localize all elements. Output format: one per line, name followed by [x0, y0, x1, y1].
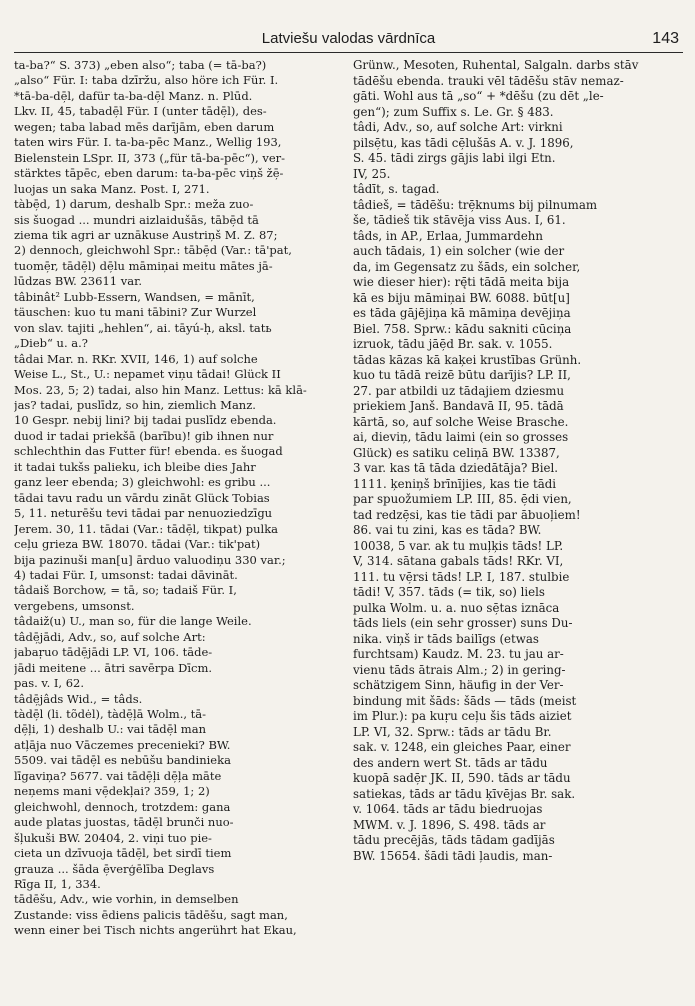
page-number: 143	[652, 30, 679, 47]
text-line: V, 314. sātana gabals tāds! RKr. VI,	[353, 554, 564, 568]
text-line: tādēšu ebenda. trauki vēl tādēšu stāv nemaz-	[353, 73, 624, 88]
text-line: gen“); zum Suffix s. Le. Gr. § 483.	[353, 104, 554, 119]
text-line: kuopā sadē̦r JK. II, 590. tāds ar tādu	[353, 771, 571, 785]
text-line: pulka Wolm. u. a. nuo sē̦tas iznāca	[353, 600, 560, 615]
text-line: tādai tavu radu un vārdu zināt Glück Tobias	[14, 490, 270, 505]
text-line: jas? tadai, puslīdz, so hin, ziemlich Manz.	[14, 397, 256, 412]
text-line: Rīga II, 1, 334.	[14, 877, 101, 892]
text-line: tâdīt, s. tagad.	[353, 182, 440, 196]
text-line: tâdē̦jâds Wid., = tâds.	[14, 691, 143, 706]
text-line: satiekas, tāds ar tādu ķīvējas Br. sak.	[353, 786, 576, 801]
text-line: sak. v. 1248, ein gleiches Paar, einer	[353, 740, 571, 754]
text-line: S. 45. tādi zirgs gājis labi ilgi Etn.	[353, 151, 556, 165]
text-line: Lkv. II, 45, tabadē̦l Für. I (unter tādē̦l), des-	[14, 104, 267, 119]
text-line: Biel. 758. Sprw.: kādu sakniti cūciņa	[353, 321, 572, 336]
text-line: 3 var. kas tā tāda dziedātāja? Biel.	[353, 461, 559, 475]
text-line: furchtsam) Kaudz. M. 23. tu jau ar-	[353, 647, 564, 661]
text-line: tādēšu, Adv., wie vorhin, in demselben	[14, 892, 239, 907]
text-line: cieta un dzīvuoja tādē̦l, bet sirdī tiem	[14, 846, 232, 861]
text-line: Jerem. 30, 11. tādai (Var.: tādē̦l, tikpat) pulka	[14, 521, 279, 536]
text-line: es tāda gājējiņa kā māmiņa devējiņa	[353, 306, 571, 320]
text-line: stärktes tāpēc, eben darum: ta-ba-pēc viņš žē̦-	[14, 166, 284, 181]
page-title: Latviešu valodas vārdnīca	[261, 30, 436, 47]
text-line: v. 1064. tāds ar tādu biedruojas	[353, 802, 543, 816]
text-line: pilsē̦tu, kas tādi cē̦lušās A. v. J. 1896,	[353, 135, 574, 150]
text-line: 10038, 5 var. ak tu muļķis tāds! LP.	[353, 538, 564, 553]
text-line: 111. tu vē̦rsi tāds! LP. I, 187. stulbie	[353, 569, 570, 584]
text-line: von slav. tajiti „hehlen“, ai. tāyú-ḥ, aksl. tatь	[14, 320, 272, 335]
text-line: bija pazinuši man[u] ārduo valuodiņu 330 var.;	[14, 552, 286, 567]
text-line: kārtā, so, auf solche Weise Brasche.	[353, 414, 569, 429]
text-line: des andern wert St. tāds ar tādu	[353, 755, 548, 770]
text-line: MWM. v. J. 1896, S. 498. tāds ar	[353, 817, 546, 832]
text-line: tâdai Mar. n. RKr. XVII, 146, 1) auf solche	[14, 351, 258, 366]
text-line: LP. VI, 32. Sprw.: tāds ar tādu Br.	[353, 724, 552, 739]
text-line: wie dieser hier): rę̄ti tādā meita bija	[353, 275, 570, 289]
text-line: jabaṛuo tādē̦jādi LP. VI, 106. tāde-	[14, 645, 213, 660]
text-line: Glück) es satiku celiņā BW. 13387,	[353, 445, 560, 460]
text-line: lūdzas BW. 23611 var.	[14, 274, 142, 289]
text-line: wegen; taba labad mēs darījām, eben darum	[14, 119, 275, 134]
text-line: Zustande: viss ēdiens palicis tādēšu, sagt man,	[14, 907, 288, 922]
text-line: gāti. Wohl aus tā „so“ + *dēšu (zu dēt „le-	[353, 89, 604, 103]
text-line: 27. par atbildi uz tādajiem dziesmu	[353, 383, 565, 398]
text-line: priekiem Janš. Bandavā II, 95. tādā	[353, 399, 564, 413]
text-line: 5509. vai tādē̦l es nebūšu bandinieka	[14, 753, 231, 768]
text-line: dē̦ļi, 1) deshalb U.: vai tādē̦l man	[14, 722, 206, 737]
text-line: 4) tadai Für. I, umsonst: tadai dāvināt.	[14, 567, 238, 582]
text-line: 1111. ķeniņš brīnījies, kas tie tādi	[353, 476, 557, 491]
text-line: tādas kāzas kā kaķei krustības Grünh.	[353, 352, 582, 367]
text-line: tâdaiš Borchow, = tā, so; tadaiš Für. I,	[14, 583, 237, 598]
text-line: 86. vai tu zini, kas es tāda? BW.	[353, 523, 542, 537]
text-line: tàbē̦d, 1) darum, deshalb Spr.: meža zuo-	[14, 197, 254, 212]
text-line: ai, dieviņ, tādu laimi (ein so grosses	[353, 430, 569, 444]
text-line: Weise L., St., U.: nepamet viņu tādai! Glück II	[14, 367, 281, 382]
text-line: tâdi, Adv., so, auf solche Art: virkni	[353, 120, 563, 134]
text-line: taten wirs Für. I. ta-ba-pēc Manz., Wellig 193,	[14, 135, 282, 150]
text-line: duod ir tadai priekšā (barību)! gib ihnen nur	[14, 428, 274, 443]
text-line: tādu precējās, tāds tādam gadījās	[353, 833, 555, 847]
text-line: Mos. 23, 5; 2) tadai, also hin Manz. Lettus: kā klā-	[14, 382, 307, 397]
text-line: 5, 11. neturēšu tevi tādai par nenuoziedzīgu	[14, 506, 273, 521]
text-line: še, tādieš tik stāvēja viss Aus. I, 61.	[353, 213, 566, 227]
left-column	[14, 58, 334, 996]
text-line: līgaviņa? 5677. vai tādē̦ļi dē̦ļa māte	[14, 768, 222, 783]
text-line: tâds, in AP., Erlaa, Jummardehn	[353, 228, 544, 243]
text-line: nika. viņš ir tāds bailīgs (etwas	[353, 631, 539, 646]
text-line: täuschen: kuo tu mani tābini? Zur Wurzel	[14, 305, 257, 320]
text-line: vienu tāds ātrais Alm.; 2) in gering-	[353, 662, 566, 677]
text-line: tāds liels (ein sehr grosser) suns Du-	[353, 616, 573, 630]
text-line: „also“ Für. I: taba dzīržu, also höre ich Für. I.	[14, 73, 279, 88]
text-line: it tadai tukšs palieku, ich bleibe dies Jahr	[14, 459, 256, 474]
text-line: ziema tik agri ar uznākuse Austriņš M. Z. 87;	[14, 227, 278, 242]
text-line: BW. 15654. šādi tādi ļaudis, man-	[353, 848, 553, 863]
text-line: gleichwohl, dennoch, trotzdem: gana	[14, 799, 231, 814]
text-line: tādi! V, 357. tāds (= tik, so) liels	[353, 585, 545, 599]
text-line: vergebens, umsonst.	[14, 598, 135, 613]
text-line: pas. v. I, 62.	[14, 676, 85, 691]
page-header	[14, 30, 683, 53]
text-line: schlechthin das Futter für! ebenda. es šuogad	[14, 444, 283, 459]
text-line: im Plur.): pa kuṛu ceļu šis tāds aiziet	[353, 709, 572, 723]
text-line: *tā-ba-dē̦l, dafür ta-ba-dē̦l Manz. n. Plūd.	[14, 88, 253, 103]
right-column	[353, 58, 683, 996]
text-line: tâbinât² Lubb-Essern, Wandsen, = mānīt,	[14, 289, 255, 304]
text-line: ganz leer ebenda; 3) gleichwohl: es gribu ...	[14, 475, 271, 490]
text-line: atļāja nuo Vāczemes precenieki? BW.	[14, 737, 231, 752]
text-line: 10 Gespr. nebij lini? bij tadai puslīdz ebenda.	[14, 413, 277, 428]
text-line: 2) dennoch, gleichwohl Spr.: tābē̦d (Var.: tā'pat,	[14, 243, 292, 258]
text-line: kā es biju māmiņai BW. 6088. būt[u]	[353, 290, 570, 305]
text-line: bindung mit šāds: šāds — tāds (meist	[353, 693, 577, 708]
text-line: da, im Gegensatz zu šāds, ein solcher,	[353, 259, 581, 274]
text-line: Grünw., Mesoten, Ruhental, Salgaln. darbs stāv	[353, 58, 639, 72]
text-line: tâdē̦jādi, Adv., so, auf solche Art:	[14, 629, 206, 644]
text-line: grauza ... šāda ē̦verģēlība Deglavs	[14, 861, 215, 876]
text-line: tàdē̦l (li. tõdėl), tàdē̦ļā Wolm., tā-	[14, 707, 207, 722]
text-line: schätzigem Sinn, häufig in der Ver-	[353, 678, 564, 692]
text-line: luojas un saka Manz. Post. I, 271.	[14, 181, 210, 196]
text-line: šļukuši BW. 20404, 2. viņi tuo pie-	[14, 830, 212, 845]
text-line: IV, 25.	[353, 166, 391, 181]
text-line: auch tādais, 1) ein solcher (wie der	[353, 244, 565, 258]
text-line: neņems mani vē̦dekļai? 359, 1; 2)	[14, 784, 210, 799]
text-line: ceļu grieza BW. 18070. tādai (Var.: tik'pat)	[14, 537, 261, 552]
text-line: tuomē̦r, tādē̦l) dē̦lu māmiņai meitu mātes jā-	[14, 258, 273, 273]
text-line: izruok, tādu jāē̦d Br. sak. v. 1055.	[353, 337, 553, 351]
text-line: par spuožumiem LP. III, 85. ē̦di vien,	[353, 492, 572, 506]
text-line: Bielenstein LSpr. II, 373 („für tā-ba-pēc“), ver-	[14, 150, 286, 165]
text-line: wenn einer bei Tisch nichts angerührt hat Ekau,	[14, 923, 297, 938]
text-line: kuo tu tādā reizē būtu darījis? LP. II,	[353, 368, 571, 382]
text-line: tâdieš, = tādēšu: trē̦knums bij pilnumam	[353, 197, 598, 212]
text-line: sis šuogad ... mundri aizlaidušās, tābē̦d tā	[14, 212, 259, 227]
text-line: tâdaiž(u) U., man so, für die lange Weile.	[14, 614, 252, 629]
text-line: ta-ba?“ S. 373) „eben also“; taba (= tā-ba?)	[14, 58, 267, 72]
text-line: aude platas juostas, tādē̦l brunči nuo-	[14, 815, 234, 830]
text-line: jādi meitene ... ātri savērpa Dīcm.	[14, 660, 213, 675]
text-line: tad redzē̦si, kas tie tādi par ābuoļiem!	[353, 507, 581, 522]
text-line: „Dieb“ u. a.?	[14, 336, 88, 351]
